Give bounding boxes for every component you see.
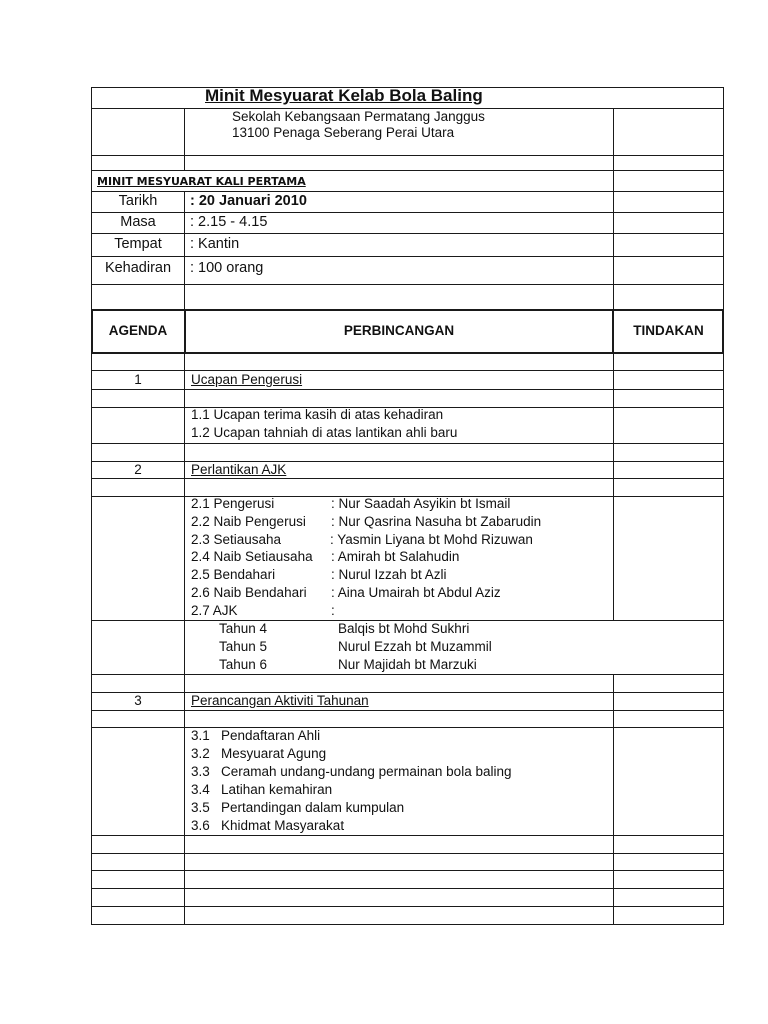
agenda-number: 2 xyxy=(134,462,142,477)
agenda-title: Perancangan Aktiviti Tahunan xyxy=(191,693,369,708)
field-label-date: Tarikh xyxy=(118,193,158,209)
appointment-role: 2.4 Naib Setiausaha xyxy=(191,549,313,564)
list-item: 3.3 Ceramah undang-undang permainan bola baling xyxy=(191,764,512,779)
agenda-number: 3 xyxy=(134,693,142,708)
field-value-place: : Kantin xyxy=(190,236,240,252)
field-value-date: : 20 Januari 2010 xyxy=(190,193,307,209)
appointment-name: : Nur Qasrina Nasuha bt Zabarudin xyxy=(331,514,542,529)
list-item: 1.1 Ucapan terima kasih di atas kehadiran xyxy=(191,407,444,422)
appointment-name: : Nur Saadah Asyikin bt Ismail xyxy=(331,496,511,511)
column-header-discussion: PERBINCANGAN xyxy=(343,323,455,338)
appointment-name: : Nurul Izzah bt Azli xyxy=(331,567,447,582)
list-item: 3.6 Khidmat Masyarakat xyxy=(191,818,345,833)
ajk-year: Tahun 6 xyxy=(219,657,268,672)
ajk-name: Nur Majidah bt Marzuki xyxy=(338,657,477,672)
field-label-attendance: Kehadiran xyxy=(104,260,172,276)
appointment-role: 2.1 Pengerusi xyxy=(191,496,275,511)
ajk-year: Tahun 4 xyxy=(219,621,268,636)
ajk-year: Tahun 5 xyxy=(219,639,268,654)
school-address: 13100 Penaga Seberang Perai Utara xyxy=(232,125,455,140)
list-item: 1.2 Ucapan tahniah di atas lantikan ahli baru xyxy=(191,425,458,440)
appointment-name: : Amirah bt Salahudin xyxy=(331,549,460,564)
appointment-name: : xyxy=(331,603,335,618)
appointment-role: 2.6 Naib Bendahari xyxy=(191,585,307,600)
field-label-place: Tempat xyxy=(114,236,162,252)
meeting-heading: MINIT MESYUARAT KALI PERTAMA xyxy=(97,175,306,188)
appointment-role: 2.5 Bendahari xyxy=(191,567,276,582)
list-item: 3.1 Pendaftaran Ahli xyxy=(191,728,321,743)
school-name: Sekolah Kebangsaan Permatang Janggus xyxy=(232,109,485,124)
agenda-number: 1 xyxy=(134,372,142,387)
agenda-title: Perlantikan AJK xyxy=(191,462,287,477)
agenda-title: Ucapan Pengerusi xyxy=(191,372,303,387)
ajk-name: Balqis bt Mohd Sukhri xyxy=(338,621,470,636)
column-header-action: TINDAKAN xyxy=(633,323,704,338)
ajk-name: Nurul Ezzah bt Muzammil xyxy=(338,639,492,654)
list-item: 3.2 Mesyuarat Agung xyxy=(191,746,327,761)
appointment-role: 2.2 Naib Pengerusi xyxy=(191,514,306,529)
appointment-name: : Yasmin Liyana bt Mohd Rizuwan xyxy=(330,532,533,547)
appointment-role: 2.7 AJK xyxy=(191,603,238,618)
field-value-attendance: : 100 orang xyxy=(190,260,264,276)
list-item: 3.4 Latihan kemahiran xyxy=(191,782,333,797)
appointment-name: : Aina Umairah bt Abdul Aziz xyxy=(331,585,501,600)
list-item: 3.5 Pertandingan dalam kumpulan xyxy=(191,800,405,815)
appointment-role: 2.3 Setiausaha xyxy=(191,532,282,547)
document-title: Minit Mesyuarat Kelab Bola Baling xyxy=(205,86,483,105)
column-header-agenda: AGENDA xyxy=(108,323,168,338)
field-value-time: : 2.15 - 4.15 xyxy=(190,214,268,230)
field-label-time: Masa xyxy=(120,214,156,230)
